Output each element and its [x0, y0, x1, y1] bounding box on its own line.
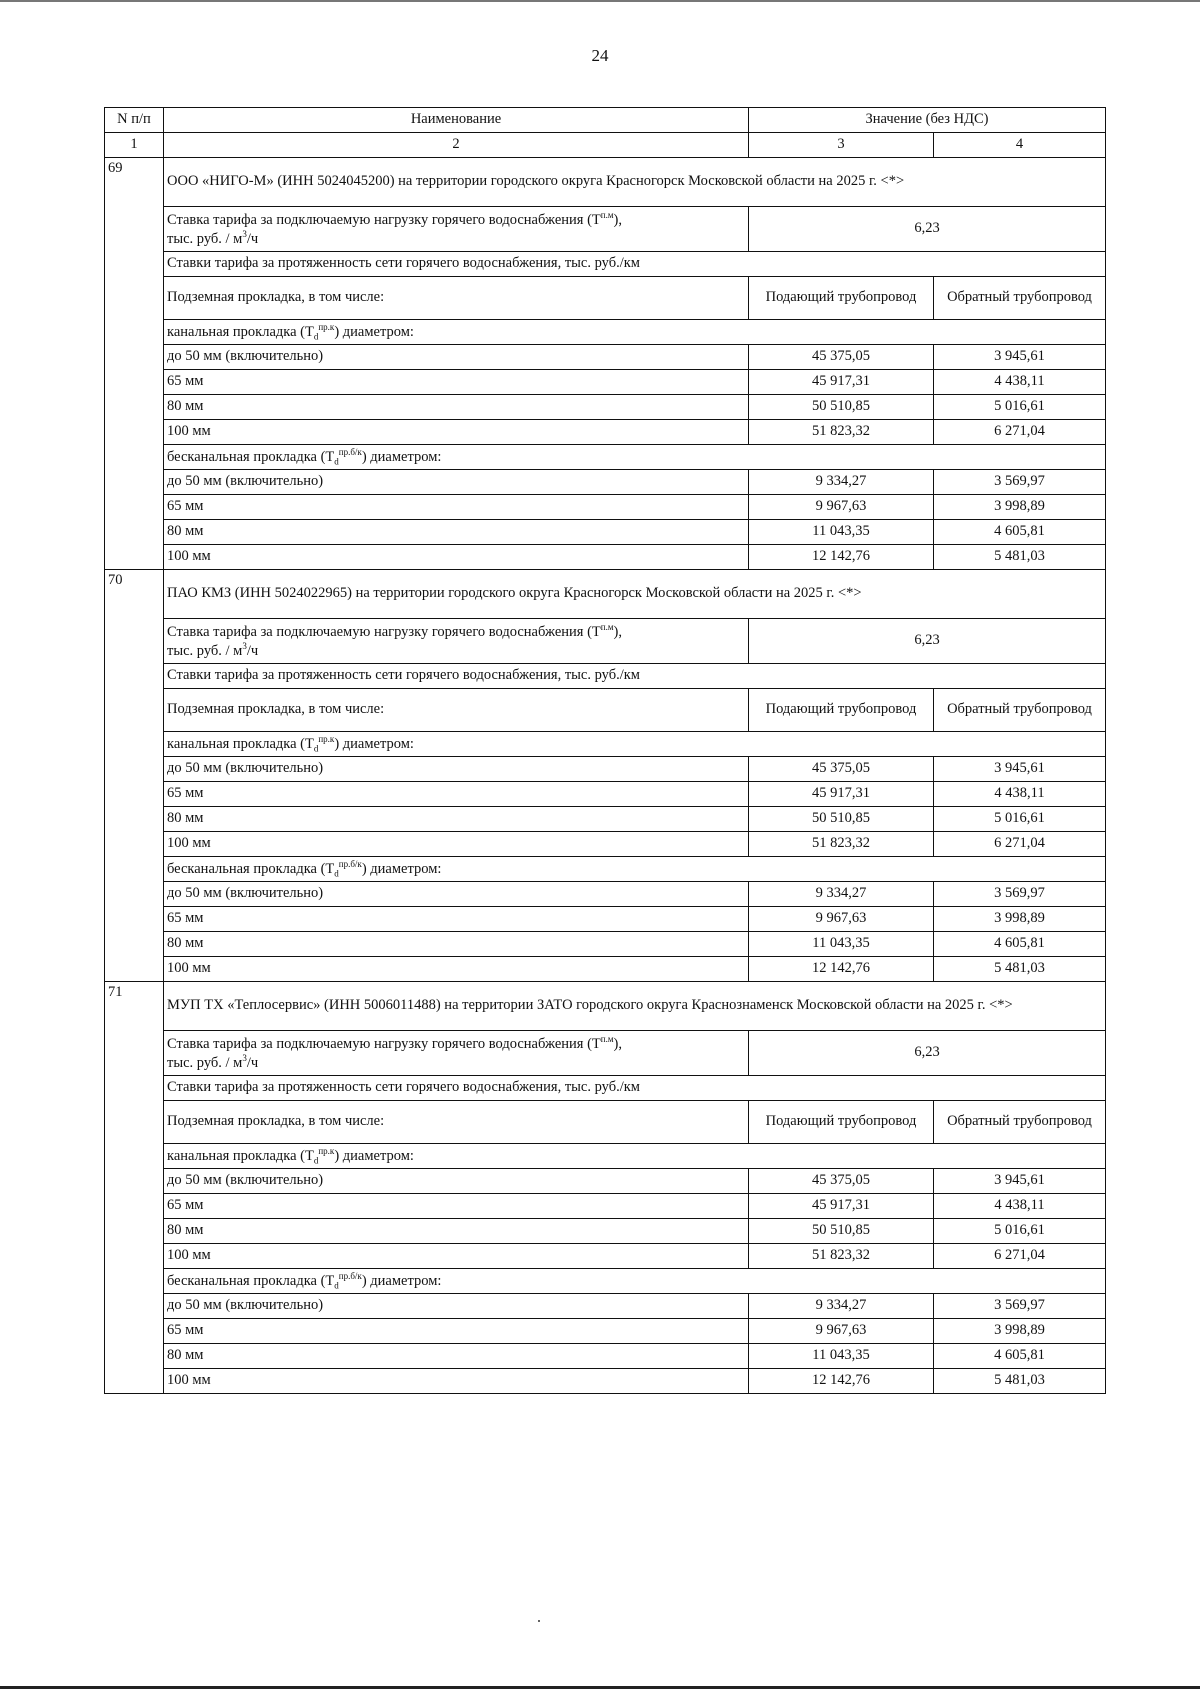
nochannel-diameter-row [105, 1344, 1106, 1369]
return-value: 4 438,11 [934, 782, 1106, 807]
diameter-label: 65 мм [164, 907, 749, 932]
network-rates-label: Ставки тарифа за протяженность сети горячего водоснабжения, тыс. руб./км [164, 664, 1106, 689]
nochannel-diameter-row [105, 520, 1106, 545]
superscript: 3 [242, 229, 247, 239]
header-index-3: 3 [749, 133, 934, 158]
network-rates-row [105, 664, 1106, 689]
connection-rate-row [105, 619, 1106, 664]
section-org-row [105, 570, 1106, 619]
subscript: d [334, 456, 339, 467]
subscript: d [334, 1280, 339, 1291]
return-value: 3 569,97 [934, 1294, 1106, 1319]
subscript: d [313, 743, 319, 754]
tariff-table-body [105, 108, 1106, 1394]
supply-value: 50 510,85 [749, 395, 934, 420]
section-org-row [105, 158, 1106, 207]
supply-value: 50 510,85 [749, 1219, 934, 1244]
superscript: пр.к [318, 733, 335, 744]
return-value: 3 998,89 [934, 907, 1106, 932]
diameter-label: 100 мм [164, 420, 749, 445]
return-value: 5 016,61 [934, 395, 1106, 420]
nochannel-diameter-row [105, 470, 1106, 495]
return-pipe-header: Обратный трубопровод [934, 1101, 1106, 1144]
diameter-label: 100 мм [164, 832, 749, 857]
header-row [105, 108, 1106, 133]
superscript: пр.б/к [338, 446, 362, 457]
diameter-label: 80 мм [164, 1219, 749, 1244]
supply-value: 45 375,05 [749, 757, 934, 782]
supply-value: 45 375,05 [749, 1169, 934, 1194]
diameter-label: 65 мм [164, 1194, 749, 1219]
return-value: 4 605,81 [934, 932, 1106, 957]
diameter-label: до 50 мм (включительно) [164, 470, 749, 495]
connection-rate-value: 6,23 [749, 1031, 1106, 1076]
subscript: d [313, 1155, 319, 1166]
diameter-label: 100 мм [164, 1369, 749, 1394]
nochannel-diameter-row [105, 545, 1106, 570]
header-value: Значение (без НДС) [749, 108, 1106, 133]
return-value: 5 016,61 [934, 807, 1106, 832]
supply-value: 51 823,32 [749, 1244, 934, 1269]
channel-diameter-row [105, 782, 1106, 807]
page-number: 24 [591, 46, 609, 65]
return-value: 6 271,04 [934, 420, 1106, 445]
diameter-label: 100 мм [164, 1244, 749, 1269]
supply-value: 12 142,76 [749, 957, 934, 982]
return-value: 3 569,97 [934, 470, 1106, 495]
section-number: 71 [105, 982, 164, 1394]
return-value: 3 998,89 [934, 1319, 1106, 1344]
nochannel-diameter-row [105, 495, 1106, 520]
channel-laying-row [105, 320, 1106, 345]
diameter-label: 80 мм [164, 807, 749, 832]
diameter-label: 80 мм [164, 395, 749, 420]
connection-rate-label: Ставка тарифа за подключаемую нагрузку горячего водоснабжения $(Т^{п.м})$, тыс. руб. / $м^3/ч$ [164, 1031, 749, 1076]
diameter-label: до 50 мм (включительно) [164, 882, 749, 907]
return-value: 6 271,04 [934, 1244, 1106, 1269]
header-index-row [105, 133, 1106, 158]
nochannel-laying-label: бесканальная прокладка $(Т_d^{пр.б/к})$ диаметром: [164, 857, 1106, 882]
channel-diameter-row [105, 345, 1106, 370]
network-rates-label: Ставки тарифа за протяженность сети горячего водоснабжения, тыс. руб./км [164, 252, 1106, 277]
supply-value: 11 043,35 [749, 1344, 934, 1369]
supply-pipe-header: Подающий трубопровод [749, 1101, 934, 1144]
supply-value: 12 142,76 [749, 545, 934, 570]
connection-rate-value: 6,23 [749, 619, 1106, 664]
header-name: Наименование [164, 108, 749, 133]
nochannel-diameter-row [105, 957, 1106, 982]
diameter-label: 65 мм [164, 495, 749, 520]
diameter-label: 65 мм [164, 782, 749, 807]
channel-diameter-row [105, 370, 1106, 395]
supply-value: 45 917,31 [749, 782, 934, 807]
diameter-label: до 50 мм (включительно) [164, 757, 749, 782]
nochannel-diameter-row [105, 1369, 1106, 1394]
channel-laying-row [105, 1144, 1106, 1169]
channel-laying-row [105, 732, 1106, 757]
return-value: 3 945,61 [934, 757, 1106, 782]
superscript: пр.б/к [338, 858, 362, 869]
channel-diameter-row [105, 1169, 1106, 1194]
return-value: 4 438,11 [934, 370, 1106, 395]
superscript: 3 [242, 641, 247, 651]
nochannel-diameter-row [105, 1294, 1106, 1319]
header-index-4: 4 [934, 133, 1106, 158]
return-value: 3 945,61 [934, 345, 1106, 370]
diameter-label: 100 мм [164, 957, 749, 982]
return-value: 5 481,03 [934, 1369, 1106, 1394]
supply-value: 11 043,35 [749, 932, 934, 957]
nochannel-diameter-row [105, 932, 1106, 957]
return-value: 5 481,03 [934, 545, 1106, 570]
subscript: d [313, 331, 319, 342]
nochannel-diameter-row [105, 882, 1106, 907]
return-value: 3 998,89 [934, 495, 1106, 520]
underground-label: Подземная прокладка, в том числе: [164, 1101, 749, 1144]
nochannel-laying-row [105, 1269, 1106, 1294]
channel-diameter-row [105, 1194, 1106, 1219]
superscript: пр.к [318, 321, 335, 332]
section-number: 69 [105, 158, 164, 570]
network-rates-row [105, 1076, 1106, 1101]
supply-value: 51 823,32 [749, 420, 934, 445]
nochannel-diameter-row [105, 1319, 1106, 1344]
header-index-1: 1 [105, 133, 164, 158]
supply-value: 9 334,27 [749, 882, 934, 907]
pipe-header-row [105, 277, 1106, 320]
superscript: пр.б/к [338, 1270, 362, 1281]
section-org-name: ПАО КМЗ (ИНН 5024022965) на территории городского округа Красногорск Московской области на 2025 г. <*> [164, 570, 1106, 619]
connection-rate-unit: тыс. руб. / $м^3/ч$ [167, 641, 259, 659]
header-num: N п/п [105, 108, 164, 133]
underground-label: Подземная прокладка, в том числе: [164, 277, 749, 320]
nochannel-laying-label: бесканальная прокладка $(Т_d^{пр.б/к})$ диаметром: [164, 445, 1106, 470]
supply-value: 9 967,63 [749, 1319, 934, 1344]
section-org-row [105, 982, 1106, 1031]
superscript: 3 [242, 1053, 247, 1063]
return-value: 4 438,11 [934, 1194, 1106, 1219]
nochannel-laying-label: бесканальная прокладка $(Т_d^{пр.б/к})$ диаметром: [164, 1269, 1106, 1294]
return-value: 5 481,03 [934, 957, 1106, 982]
channel-diameter-row [105, 1219, 1106, 1244]
header-index-2: 2 [164, 133, 749, 158]
superscript: пр.к [318, 1145, 335, 1156]
connection-rate-row [105, 1031, 1106, 1076]
supply-value: 11 043,35 [749, 520, 934, 545]
supply-value: 50 510,85 [749, 807, 934, 832]
channel-laying-label: канальная прокладка $(Т_d^{пр.к})$ диаметром: [164, 1144, 1106, 1169]
nochannel-laying-row [105, 857, 1106, 882]
scan-top-edge [0, 0, 1200, 2]
supply-value: 9 334,27 [749, 1294, 934, 1319]
subscript: d [334, 868, 339, 879]
return-value: 5 016,61 [934, 1219, 1106, 1244]
channel-diameter-row [105, 807, 1106, 832]
supply-value: 9 967,63 [749, 907, 934, 932]
underground-label: Подземная прокладка, в том числе: [164, 689, 749, 732]
diameter-label: 65 мм [164, 370, 749, 395]
section-number: 70 [105, 570, 164, 982]
channel-diameter-row [105, 420, 1106, 445]
network-rates-row [105, 252, 1106, 277]
pipe-header-row [105, 689, 1106, 732]
supply-value: 45 375,05 [749, 345, 934, 370]
supply-value: 45 917,31 [749, 370, 934, 395]
return-pipe-header: Обратный трубопровод [934, 277, 1106, 320]
channel-laying-label: канальная прокладка $(Т_d^{пр.к})$ диаметром: [164, 732, 1106, 757]
superscript: п.м [600, 621, 614, 632]
supply-value: 45 917,31 [749, 1194, 934, 1219]
pipe-header-row [105, 1101, 1106, 1144]
nochannel-laying-row [105, 445, 1106, 470]
channel-diameter-row [105, 1244, 1106, 1269]
return-value: 3 569,97 [934, 882, 1106, 907]
supply-value: 9 334,27 [749, 470, 934, 495]
connection-rate-unit: тыс. руб. / $м^3/ч$ [167, 229, 259, 247]
diameter-label: 80 мм [164, 1344, 749, 1369]
superscript: п.м [600, 209, 614, 220]
supply-pipe-header: Подающий трубопровод [749, 277, 934, 320]
supply-pipe-header: Подающий трубопровод [749, 689, 934, 732]
section-org-name: ООО «НИГО-М» (ИНН 5024045200) на территории городского округа Красногорск Московской области на 2025 г. <*> [164, 158, 1106, 207]
diameter-label: 65 мм [164, 1319, 749, 1344]
supply-value: 51 823,32 [749, 832, 934, 857]
channel-diameter-row [105, 757, 1106, 782]
return-value: 3 945,61 [934, 1169, 1106, 1194]
return-pipe-header: Обратный трубопровод [934, 689, 1106, 732]
tariff-table [104, 107, 1106, 1394]
superscript: п.м [600, 1033, 614, 1044]
section-org-name: МУП ТХ «Теплосервис» (ИНН 5006011488) на территории ЗАТО городского округа Краснознаменск Московской области на 2025 г. <*> [164, 982, 1106, 1031]
connection-rate-row [105, 207, 1106, 252]
diameter-label: 100 мм [164, 545, 749, 570]
connection-rate-unit: тыс. руб. / $м^3/ч$ [167, 1053, 259, 1071]
diameter-label: 80 мм [164, 932, 749, 957]
connection-rate-label: Ставка тарифа за подключаемую нагрузку горячего водоснабжения $(Т^{п.м})$, тыс. руб. / $м^3/ч$ [164, 619, 749, 664]
return-value: 4 605,81 [934, 520, 1106, 545]
diameter-label: до 50 мм (включительно) [164, 1294, 749, 1319]
diameter-label: до 50 мм (включительно) [164, 345, 749, 370]
supply-value: 12 142,76 [749, 1369, 934, 1394]
connection-rate-label: Ставка тарифа за подключаемую нагрузку горячего водоснабжения $(Т^{п.м})$, тыс. руб. / $м^3/ч$ [164, 207, 749, 252]
network-rates-label: Ставки тарифа за протяженность сети горячего водоснабжения, тыс. руб./км [164, 1076, 1106, 1101]
connection-rate-value: 6,23 [749, 207, 1106, 252]
supply-value: 9 967,63 [749, 495, 934, 520]
return-value: 4 605,81 [934, 1344, 1106, 1369]
nochannel-diameter-row [105, 907, 1106, 932]
diameter-label: 80 мм [164, 520, 749, 545]
diameter-label: до 50 мм (включительно) [164, 1169, 749, 1194]
scan-speck [538, 1620, 540, 1622]
return-value: 6 271,04 [934, 832, 1106, 857]
channel-diameter-row [105, 832, 1106, 857]
channel-laying-label: канальная прокладка $(Т_d^{пр.к})$ диаметром: [164, 320, 1106, 345]
channel-diameter-row [105, 395, 1106, 420]
